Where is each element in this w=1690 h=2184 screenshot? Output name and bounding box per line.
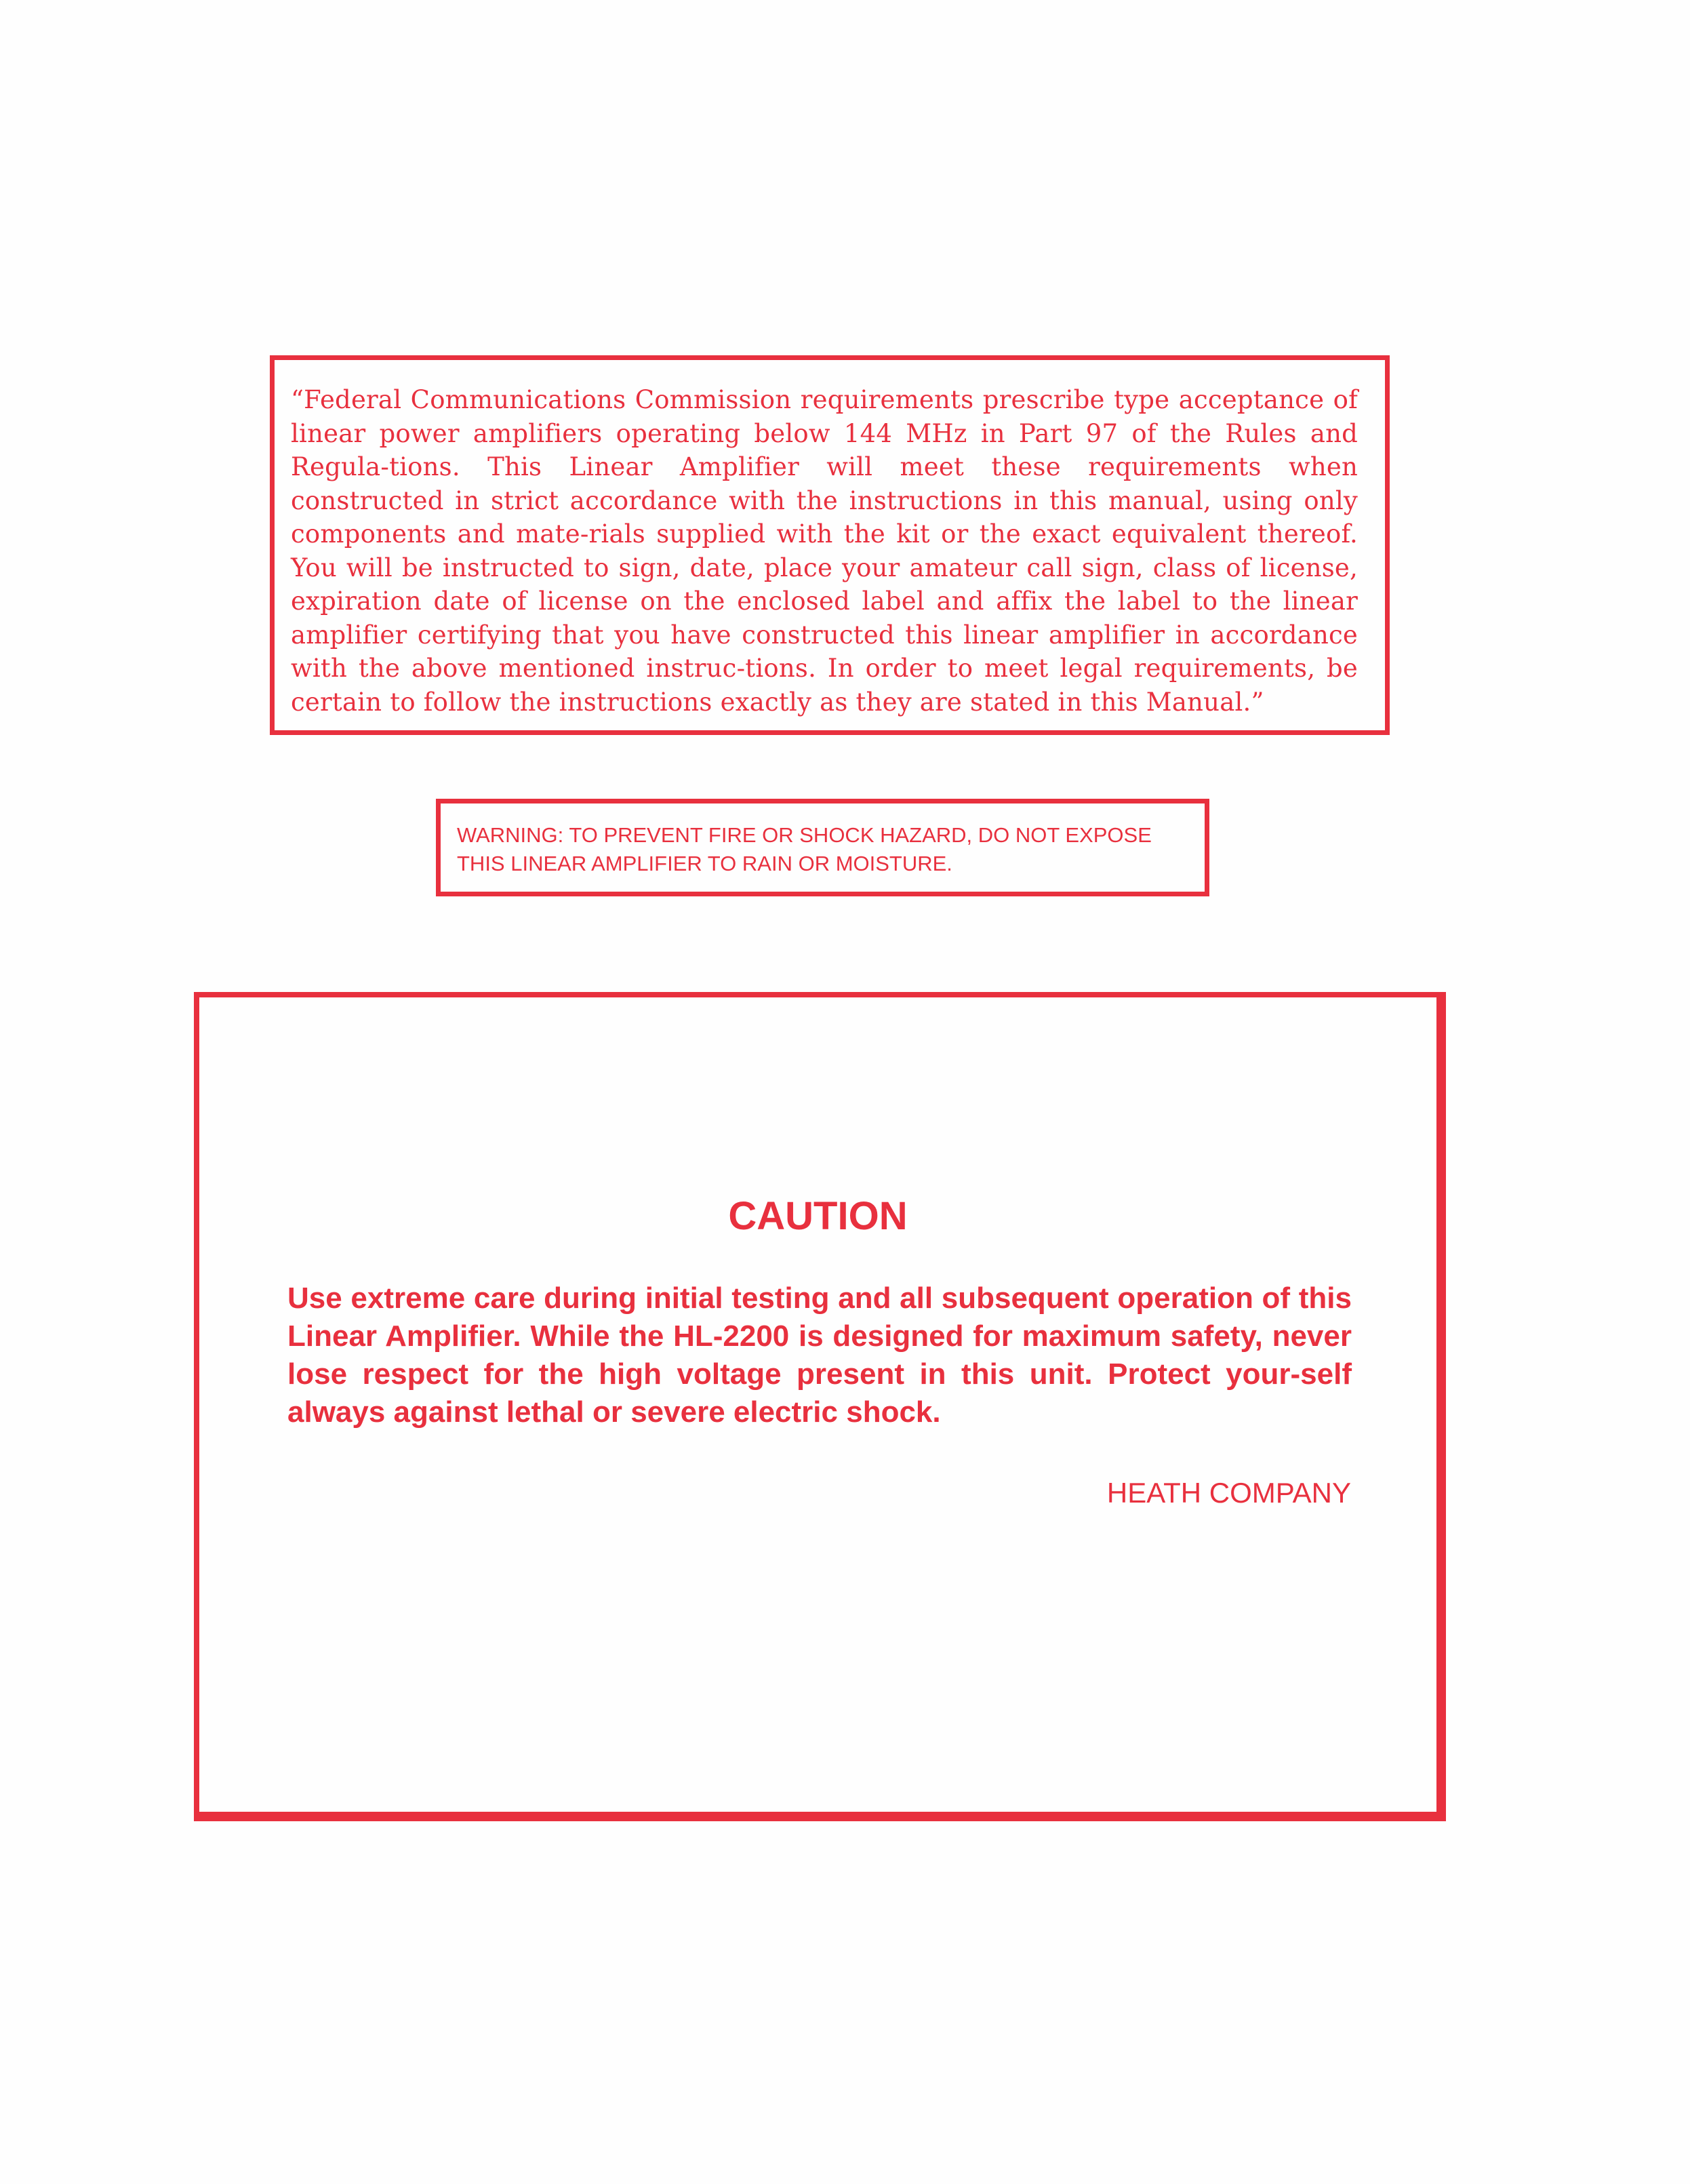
caution-box <box>194 992 1446 1821</box>
warning-text: WARNING: TO PREVENT FIRE OR SHOCK HAZARD, DO NOT EXPOSE THIS LINEAR AMPLIFIER TO RAIN OR MOISTURE. <box>457 823 1152 875</box>
caution-body: Use extreme care during initial testing and all subsequent operation of this Linear Amplifier. While the HL-2200 is designed for maximum safety, never lose respect for the high voltage present in this unit. Protect your-self always against lethal or severe electric shock. <box>287 1282 1352 1429</box>
caution-title: CAUTION <box>728 1194 908 1238</box>
warning-box <box>436 799 1209 896</box>
company-signature: HEATH COMPANY <box>1106 1477 1351 1509</box>
fcc-notice-text: “Federal Communications Commission requirements prescribe type acceptance of linear power amplifiers operating below 144 MHz in Part 97 of the Rules and Regula-tions. This Linear Amplifier will meet these requirements when constructed in strict accordance with the instructions in this manual, using only components and mate-rials supplied with the kit or the exact equivalent thereof. You will be instructed to sign, date, place your amateur call sign, class of license, expiration date of license on the enclosed label and affix the label to the linear amplifier certifying that you have constructed this linear amplifier in accordance with the above mentioned instruc-tions. In order to meet legal requirements, be certain to follow the instructions exactly as they are stated in this Manual.” <box>291 385 1358 717</box>
fcc-notice-box <box>270 355 1390 735</box>
